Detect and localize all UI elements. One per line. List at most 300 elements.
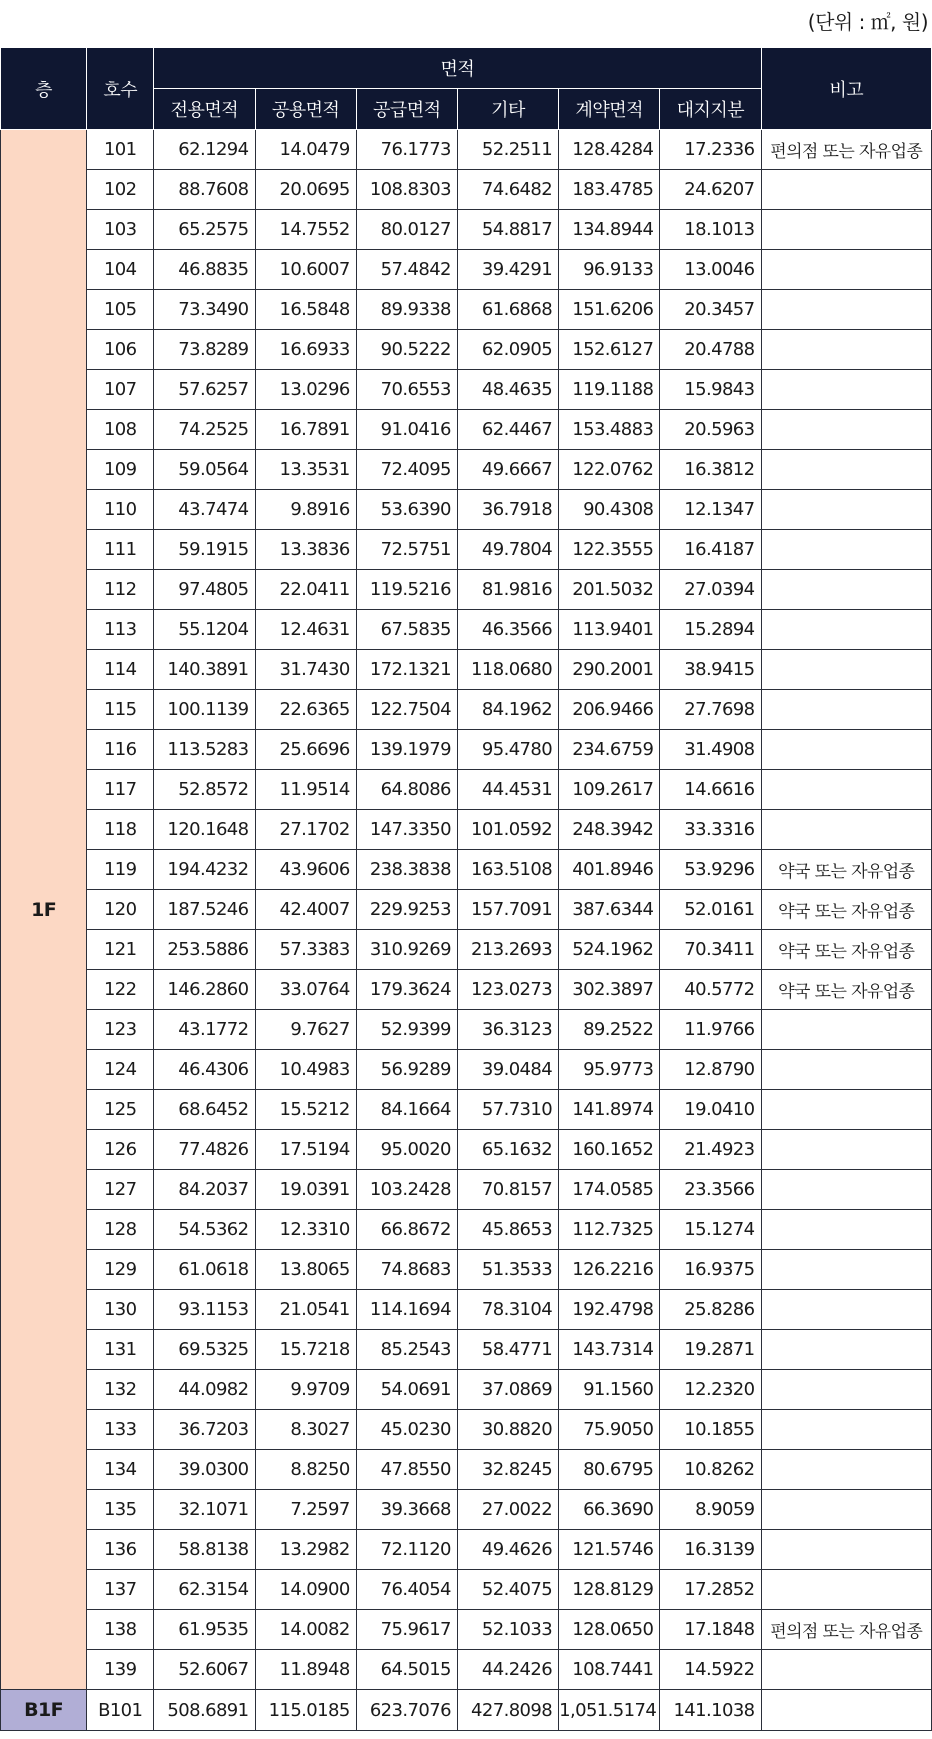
unit-number-cell: 112 xyxy=(87,570,154,610)
unit-number-cell: 121 xyxy=(87,930,154,970)
other-area-cell: 32.8245 xyxy=(457,1450,558,1490)
exclusive-area-cell: 32.1071 xyxy=(154,1490,255,1530)
note-cell xyxy=(761,1410,931,1450)
table-row xyxy=(1,1610,932,1650)
contract-area-cell: 119.1188 xyxy=(559,370,660,410)
unit-number-cell: 103 xyxy=(87,210,154,250)
land-share-cell: 8.9059 xyxy=(660,1490,761,1530)
table-row xyxy=(1,1090,932,1130)
other-area-cell: 30.8820 xyxy=(457,1410,558,1450)
common-area-cell: 14.0082 xyxy=(255,1610,356,1650)
common-area-cell: 12.4631 xyxy=(255,610,356,650)
supply-area-cell: 64.5015 xyxy=(356,1650,457,1690)
other-area-cell: 118.0680 xyxy=(457,650,558,690)
other-area-cell: 65.1632 xyxy=(457,1130,558,1170)
table-row xyxy=(1,610,932,650)
common-area-cell: 21.0541 xyxy=(255,1290,356,1330)
supply-area-cell: 76.1773 xyxy=(356,130,457,170)
exclusive-area-cell: 59.1915 xyxy=(154,530,255,570)
supply-area-cell: 103.2428 xyxy=(356,1170,457,1210)
supply-area-cell: 147.3350 xyxy=(356,810,457,850)
supply-area-cell: 72.1120 xyxy=(356,1530,457,1570)
land-share-cell: 18.1013 xyxy=(660,210,761,250)
note-cell xyxy=(761,650,931,690)
land-share-cell: 25.8286 xyxy=(660,1290,761,1330)
unit-number-cell: 124 xyxy=(87,1050,154,1090)
unit-number-cell: 120 xyxy=(87,890,154,930)
contract-area-cell: 401.8946 xyxy=(559,850,660,890)
contract-area-cell: 524.1962 xyxy=(559,930,660,970)
supply-area-cell: 108.8303 xyxy=(356,170,457,210)
exclusive-area-cell: 46.8835 xyxy=(154,250,255,290)
table-row xyxy=(1,930,932,970)
other-area-cell: 52.1033 xyxy=(457,1610,558,1650)
common-area-cell: 13.2982 xyxy=(255,1530,356,1570)
note-cell xyxy=(761,530,931,570)
other-area-cell: 427.8098 xyxy=(457,1690,558,1731)
table-row xyxy=(1,1530,932,1570)
land-share-cell: 14.6616 xyxy=(660,770,761,810)
contract-area-cell: 66.3690 xyxy=(559,1490,660,1530)
unit-number-cell: 131 xyxy=(87,1330,154,1370)
land-share-cell: 10.8262 xyxy=(660,1450,761,1490)
land-share-cell: 17.2336 xyxy=(660,130,761,170)
land-share-cell: 70.3411 xyxy=(660,930,761,970)
note-cell xyxy=(761,170,931,210)
common-area-cell: 20.0695 xyxy=(255,170,356,210)
note-cell xyxy=(761,1210,931,1250)
unit-number-cell: 135 xyxy=(87,1490,154,1530)
note-cell xyxy=(761,770,931,810)
supply-area-cell: 84.1664 xyxy=(356,1090,457,1130)
unit-number-cell: 113 xyxy=(87,610,154,650)
unit-number-cell: 102 xyxy=(87,170,154,210)
land-share-cell: 11.9766 xyxy=(660,1010,761,1050)
exclusive-area-cell: 61.0618 xyxy=(154,1250,255,1290)
table-row xyxy=(1,1290,932,1330)
table-row xyxy=(1,1570,932,1610)
exclusive-area-cell: 74.2525 xyxy=(154,410,255,450)
header-exclusive-area: 전용면적 xyxy=(154,89,255,130)
land-share-cell: 31.4908 xyxy=(660,730,761,770)
land-share-cell: 40.5772 xyxy=(660,970,761,1010)
unit-number-cell: 110 xyxy=(87,490,154,530)
note-cell xyxy=(761,210,931,250)
supply-area-cell: 76.4054 xyxy=(356,1570,457,1610)
note-cell: 약국 또는 자유업종 xyxy=(761,890,931,930)
land-share-cell: 19.0410 xyxy=(660,1090,761,1130)
contract-area-cell: 89.2522 xyxy=(559,1010,660,1050)
note-cell xyxy=(761,1570,931,1610)
land-share-cell: 27.7698 xyxy=(660,690,761,730)
common-area-cell: 33.0764 xyxy=(255,970,356,1010)
contract-area-cell: 121.5746 xyxy=(559,1530,660,1570)
supply-area-cell: 623.7076 xyxy=(356,1690,457,1731)
common-area-cell: 8.8250 xyxy=(255,1450,356,1490)
contract-area-cell: 201.5032 xyxy=(559,570,660,610)
contract-area-cell: 151.6206 xyxy=(559,290,660,330)
note-cell xyxy=(761,370,931,410)
common-area-cell: 17.5194 xyxy=(255,1130,356,1170)
land-share-cell: 19.2871 xyxy=(660,1330,761,1370)
exclusive-area-cell: 146.2860 xyxy=(154,970,255,1010)
table-row xyxy=(1,810,932,850)
unit-number-cell: 122 xyxy=(87,970,154,1010)
contract-area-cell: 128.0650 xyxy=(559,1610,660,1650)
exclusive-area-cell: 44.0982 xyxy=(154,1370,255,1410)
unit-number-cell: 108 xyxy=(87,410,154,450)
note-cell xyxy=(761,1050,931,1090)
common-area-cell: 22.0411 xyxy=(255,570,356,610)
land-share-cell: 52.0161 xyxy=(660,890,761,930)
contract-area-cell: 248.3942 xyxy=(559,810,660,850)
common-area-cell: 10.4983 xyxy=(255,1050,356,1090)
other-area-cell: 95.4780 xyxy=(457,730,558,770)
common-area-cell: 13.0296 xyxy=(255,370,356,410)
unit-number-cell: 138 xyxy=(87,1610,154,1650)
supply-area-cell: 229.9253 xyxy=(356,890,457,930)
note-cell xyxy=(761,570,931,610)
land-share-cell: 38.9415 xyxy=(660,650,761,690)
exclusive-area-cell: 88.7608 xyxy=(154,170,255,210)
supply-area-cell: 90.5222 xyxy=(356,330,457,370)
contract-area-cell: 134.8944 xyxy=(559,210,660,250)
note-cell xyxy=(761,1170,931,1210)
supply-area-cell: 139.1979 xyxy=(356,730,457,770)
unit-number-cell: 115 xyxy=(87,690,154,730)
other-area-cell: 36.7918 xyxy=(457,490,558,530)
contract-area-cell: 234.6759 xyxy=(559,730,660,770)
land-share-cell: 16.3812 xyxy=(660,450,761,490)
other-area-cell: 48.4635 xyxy=(457,370,558,410)
common-area-cell: 14.0900 xyxy=(255,1570,356,1610)
unit-number-cell: 125 xyxy=(87,1090,154,1130)
other-area-cell: 54.8817 xyxy=(457,210,558,250)
other-area-cell: 123.0273 xyxy=(457,970,558,1010)
contract-area-cell: 91.1560 xyxy=(559,1370,660,1410)
unit-number-cell: 104 xyxy=(87,250,154,290)
note-cell xyxy=(761,450,931,490)
other-area-cell: 52.4075 xyxy=(457,1570,558,1610)
common-area-cell: 14.0479 xyxy=(255,130,356,170)
unit-number-cell: 123 xyxy=(87,1010,154,1050)
floor-cell: B1F xyxy=(1,1690,87,1731)
exclusive-area-cell: 97.4805 xyxy=(154,570,255,610)
note-cell xyxy=(761,1130,931,1170)
note-cell xyxy=(761,290,931,330)
note-cell xyxy=(761,490,931,530)
table-row xyxy=(1,890,932,930)
exclusive-area-cell: 43.1772 xyxy=(154,1010,255,1050)
land-share-cell: 16.3139 xyxy=(660,1530,761,1570)
contract-area-cell: 302.3897 xyxy=(559,970,660,1010)
table-row xyxy=(1,1170,932,1210)
unit-number-cell: 107 xyxy=(87,370,154,410)
table-row xyxy=(1,450,932,490)
table-row xyxy=(1,530,932,570)
supply-area-cell: 95.0020 xyxy=(356,1130,457,1170)
table-row xyxy=(1,1130,932,1170)
common-area-cell: 10.6007 xyxy=(255,250,356,290)
note-cell xyxy=(761,730,931,770)
common-area-cell: 22.6365 xyxy=(255,690,356,730)
unit-number-cell: 126 xyxy=(87,1130,154,1170)
note-cell xyxy=(761,1530,931,1570)
common-area-cell: 57.3383 xyxy=(255,930,356,970)
other-area-cell: 49.4626 xyxy=(457,1530,558,1570)
note-cell xyxy=(761,1090,931,1130)
land-share-cell: 20.5963 xyxy=(660,410,761,450)
common-area-cell: 25.6696 xyxy=(255,730,356,770)
table-row xyxy=(1,1050,932,1090)
header-land-share: 대지지분 xyxy=(660,89,761,130)
land-share-cell: 21.4923 xyxy=(660,1130,761,1170)
contract-area-cell: 113.9401 xyxy=(559,610,660,650)
unit-number-cell: 128 xyxy=(87,1210,154,1250)
area-table xyxy=(0,47,932,1731)
exclusive-area-cell: 39.0300 xyxy=(154,1450,255,1490)
exclusive-area-cell: 93.1153 xyxy=(154,1290,255,1330)
contract-area-cell: 128.4284 xyxy=(559,130,660,170)
common-area-cell: 16.6933 xyxy=(255,330,356,370)
unit-number-cell: 106 xyxy=(87,330,154,370)
contract-area-cell: 160.1652 xyxy=(559,1130,660,1170)
note-cell: 약국 또는 자유업종 xyxy=(761,970,931,1010)
other-area-cell: 44.4531 xyxy=(457,770,558,810)
exclusive-area-cell: 62.3154 xyxy=(154,1570,255,1610)
other-area-cell: 157.7091 xyxy=(457,890,558,930)
table-row xyxy=(1,1250,932,1290)
exclusive-area-cell: 46.4306 xyxy=(154,1050,255,1090)
note-cell xyxy=(761,690,931,730)
exclusive-area-cell: 59.0564 xyxy=(154,450,255,490)
common-area-cell: 115.0185 xyxy=(255,1690,356,1731)
note-cell xyxy=(761,1370,931,1410)
exclusive-area-cell: 508.6891 xyxy=(154,1690,255,1731)
table-row xyxy=(1,290,932,330)
supply-area-cell: 67.5835 xyxy=(356,610,457,650)
other-area-cell: 62.0905 xyxy=(457,330,558,370)
other-area-cell: 49.6667 xyxy=(457,450,558,490)
common-area-cell: 9.7627 xyxy=(255,1010,356,1050)
contract-area-cell: 143.7314 xyxy=(559,1330,660,1370)
supply-area-cell: 238.3838 xyxy=(356,850,457,890)
common-area-cell: 14.7552 xyxy=(255,210,356,250)
supply-area-cell: 119.5216 xyxy=(356,570,457,610)
supply-area-cell: 114.1694 xyxy=(356,1290,457,1330)
other-area-cell: 58.4771 xyxy=(457,1330,558,1370)
land-share-cell: 10.1855 xyxy=(660,1410,761,1450)
unit-number-cell: 137 xyxy=(87,1570,154,1610)
contract-area-cell: 112.7325 xyxy=(559,1210,660,1250)
land-share-cell: 15.1274 xyxy=(660,1210,761,1250)
supply-area-cell: 72.4095 xyxy=(356,450,457,490)
supply-area-cell: 74.8683 xyxy=(356,1250,457,1290)
exclusive-area-cell: 55.1204 xyxy=(154,610,255,650)
other-area-cell: 37.0869 xyxy=(457,1370,558,1410)
common-area-cell: 27.1702 xyxy=(255,810,356,850)
exclusive-area-cell: 113.5283 xyxy=(154,730,255,770)
exclusive-area-cell: 36.7203 xyxy=(154,1410,255,1450)
note-cell: 편의점 또는 자유업종 xyxy=(761,1610,931,1650)
note-cell: 약국 또는 자유업종 xyxy=(761,850,931,890)
table-row xyxy=(1,1650,932,1690)
common-area-cell: 16.5848 xyxy=(255,290,356,330)
unit-note: (단위 : ㎡, 원) xyxy=(807,10,928,34)
table-row xyxy=(1,1010,932,1050)
land-share-cell: 141.1038 xyxy=(660,1690,761,1731)
other-area-cell: 84.1962 xyxy=(457,690,558,730)
common-area-cell: 13.3531 xyxy=(255,450,356,490)
exclusive-area-cell: 54.5362 xyxy=(154,1210,255,1250)
note-cell xyxy=(761,1250,931,1290)
other-area-cell: 36.3123 xyxy=(457,1010,558,1050)
unit-number-cell: 114 xyxy=(87,650,154,690)
table-row xyxy=(1,330,932,370)
table-row xyxy=(1,210,932,250)
supply-area-cell: 310.9269 xyxy=(356,930,457,970)
table-row xyxy=(1,370,932,410)
note-cell xyxy=(761,610,931,650)
land-share-cell: 12.8790 xyxy=(660,1050,761,1090)
other-area-cell: 27.0022 xyxy=(457,1490,558,1530)
exclusive-area-cell: 65.2575 xyxy=(154,210,255,250)
header-area: 면적 xyxy=(154,48,761,89)
header-common-area: 공용면적 xyxy=(255,89,356,130)
unit-number-cell: 101 xyxy=(87,130,154,170)
exclusive-area-cell: 100.1139 xyxy=(154,690,255,730)
land-share-cell: 17.1848 xyxy=(660,1610,761,1650)
table-row xyxy=(1,1490,932,1530)
land-share-cell: 16.4187 xyxy=(660,530,761,570)
supply-area-cell: 80.0127 xyxy=(356,210,457,250)
table-row xyxy=(1,850,932,890)
contract-area-cell: 174.0585 xyxy=(559,1170,660,1210)
other-area-cell: 49.7804 xyxy=(457,530,558,570)
other-area-cell: 213.2693 xyxy=(457,930,558,970)
land-share-cell: 14.5922 xyxy=(660,1650,761,1690)
header-note: 비고 xyxy=(761,48,931,130)
table-row xyxy=(1,1370,932,1410)
supply-area-cell: 122.7504 xyxy=(356,690,457,730)
unit-number-cell: 111 xyxy=(87,530,154,570)
note-cell xyxy=(761,250,931,290)
exclusive-area-cell: 61.9535 xyxy=(154,1610,255,1650)
table-row xyxy=(1,130,932,170)
unit-number-cell: 129 xyxy=(87,1250,154,1290)
land-share-cell: 33.3316 xyxy=(660,810,761,850)
common-area-cell: 11.9514 xyxy=(255,770,356,810)
land-share-cell: 12.1347 xyxy=(660,490,761,530)
note-cell xyxy=(761,810,931,850)
other-area-cell: 101.0592 xyxy=(457,810,558,850)
exclusive-area-cell: 52.8572 xyxy=(154,770,255,810)
supply-area-cell: 54.0691 xyxy=(356,1370,457,1410)
unit-number-cell: B101 xyxy=(87,1690,154,1731)
contract-area-cell: 95.9773 xyxy=(559,1050,660,1090)
land-share-cell: 13.0046 xyxy=(660,250,761,290)
supply-area-cell: 39.3668 xyxy=(356,1490,457,1530)
other-area-cell: 74.6482 xyxy=(457,170,558,210)
supply-area-cell: 64.8086 xyxy=(356,770,457,810)
header-other-area: 기타 xyxy=(457,89,558,130)
table-body xyxy=(1,130,932,1731)
unit-number-cell: 132 xyxy=(87,1370,154,1410)
other-area-cell: 44.2426 xyxy=(457,1650,558,1690)
supply-area-cell: 75.9617 xyxy=(356,1610,457,1650)
table-row xyxy=(1,170,932,210)
supply-area-cell: 47.8550 xyxy=(356,1450,457,1490)
unit-number-cell: 134 xyxy=(87,1450,154,1490)
common-area-cell: 12.3310 xyxy=(255,1210,356,1250)
common-area-cell: 31.7430 xyxy=(255,650,356,690)
contract-area-cell: 206.9466 xyxy=(559,690,660,730)
table-header xyxy=(1,48,932,130)
table-row xyxy=(1,730,932,770)
supply-area-cell: 56.9289 xyxy=(356,1050,457,1090)
table-row xyxy=(1,490,932,530)
other-area-cell: 52.2511 xyxy=(457,130,558,170)
table-row xyxy=(1,970,932,1010)
unit-number-cell: 117 xyxy=(87,770,154,810)
supply-area-cell: 52.9399 xyxy=(356,1010,457,1050)
unit-number-cell: 133 xyxy=(87,1410,154,1450)
note-cell xyxy=(761,1690,931,1731)
common-area-cell: 15.5212 xyxy=(255,1090,356,1130)
supply-area-cell: 70.6553 xyxy=(356,370,457,410)
note-cell xyxy=(761,1650,931,1690)
note-cell xyxy=(761,1330,931,1370)
header-contract-area: 계약면적 xyxy=(559,89,660,130)
note-cell xyxy=(761,1490,931,1530)
table-row xyxy=(1,1330,932,1370)
land-share-cell: 17.2852 xyxy=(660,1570,761,1610)
other-area-cell: 163.5108 xyxy=(457,850,558,890)
supply-area-cell: 172.1321 xyxy=(356,650,457,690)
common-area-cell: 13.8065 xyxy=(255,1250,356,1290)
common-area-cell: 11.8948 xyxy=(255,1650,356,1690)
header-supply-area: 공급면적 xyxy=(356,89,457,130)
exclusive-area-cell: 253.5886 xyxy=(154,930,255,970)
contract-area-cell: 141.8974 xyxy=(559,1090,660,1130)
supply-area-cell: 57.4842 xyxy=(356,250,457,290)
contract-area-cell: 109.2617 xyxy=(559,770,660,810)
note-cell xyxy=(761,410,931,450)
land-share-cell: 23.3566 xyxy=(660,1170,761,1210)
land-share-cell: 12.2320 xyxy=(660,1370,761,1410)
contract-area-cell: 108.7441 xyxy=(559,1650,660,1690)
table-row xyxy=(1,650,932,690)
other-area-cell: 57.7310 xyxy=(457,1090,558,1130)
exclusive-area-cell: 69.5325 xyxy=(154,1330,255,1370)
exclusive-area-cell: 43.7474 xyxy=(154,490,255,530)
common-area-cell: 13.3836 xyxy=(255,530,356,570)
header-unit-no: 호수 xyxy=(87,48,154,130)
common-area-cell: 42.4007 xyxy=(255,890,356,930)
supply-area-cell: 45.0230 xyxy=(356,1410,457,1450)
contract-area-cell: 126.2216 xyxy=(559,1250,660,1290)
unit-number-cell: 127 xyxy=(87,1170,154,1210)
other-area-cell: 45.8653 xyxy=(457,1210,558,1250)
contract-area-cell: 122.3555 xyxy=(559,530,660,570)
header-floor: 층 xyxy=(1,48,87,130)
unit-number-cell: 118 xyxy=(87,810,154,850)
note-cell xyxy=(761,330,931,370)
supply-area-cell: 91.0416 xyxy=(356,410,457,450)
exclusive-area-cell: 84.2037 xyxy=(154,1170,255,1210)
contract-area-cell: 90.4308 xyxy=(559,490,660,530)
note-cell xyxy=(761,1290,931,1330)
